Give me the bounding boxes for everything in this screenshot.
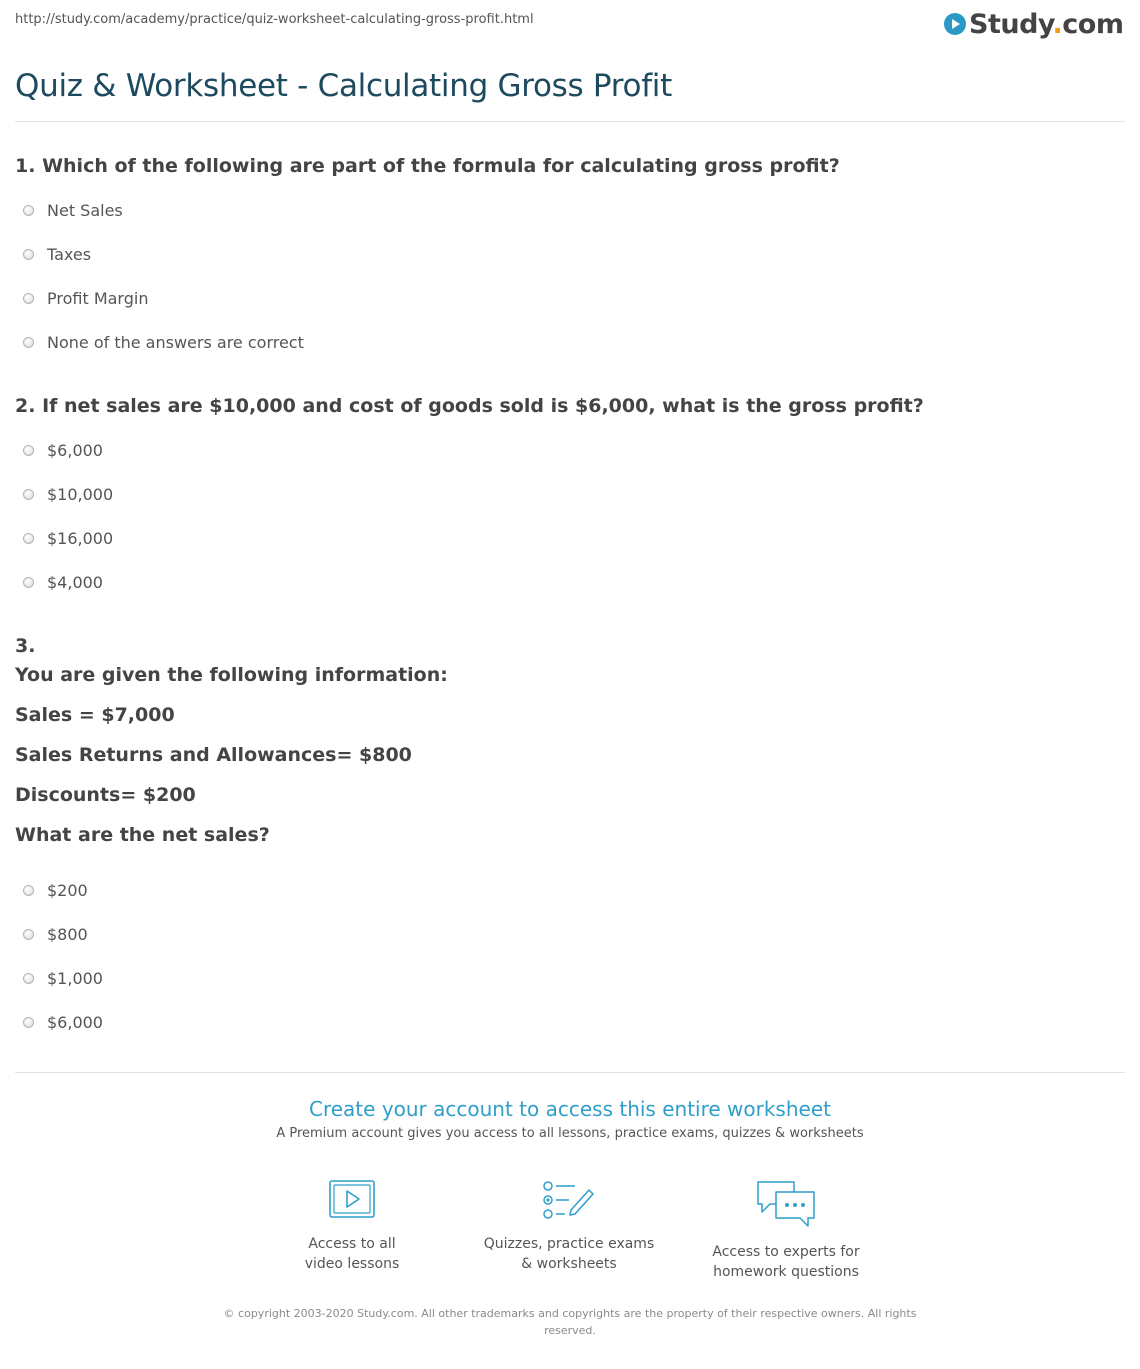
promo-subheading: A Premium account gives you access to all lessons, practice exams, quizzes & worksheets xyxy=(276,1126,864,1141)
question-2-text: If net sales are $10,000 and cost of goods sold is $6,000, what is the gross profit? xyxy=(42,395,924,417)
question-1-text: Which of the following are part of the formula for calculating gross profit? xyxy=(42,155,840,177)
radio-button-icon[interactable] xyxy=(23,293,34,304)
question-1-option-4[interactable] xyxy=(23,332,304,352)
feature-video-lessons xyxy=(242,1178,462,1274)
feature-label-line: homework questions xyxy=(713,1264,859,1280)
video-lesson-icon xyxy=(326,1178,378,1222)
question-1-option-2[interactable] xyxy=(23,244,91,264)
feature-label-line: Quizzes, practice exams xyxy=(483,1236,655,1252)
page-url: http://study.com/academy/practice/quiz-worksheet-calculating-gross-profit.html xyxy=(15,12,534,27)
question-2-option-4[interactable] xyxy=(23,572,103,592)
logo-tld: com xyxy=(1062,8,1124,40)
radio-button-icon[interactable] xyxy=(23,249,34,260)
create-account-link[interactable]: Create your account to access this entire worksheet xyxy=(309,1097,831,1121)
option-label: $16,000 xyxy=(47,528,114,548)
question-2-option-2[interactable] xyxy=(23,484,113,504)
expert-chat-icon xyxy=(754,1178,818,1230)
question-1-option-3[interactable] xyxy=(23,288,148,308)
question-3-line-5: What are the net sales? xyxy=(15,824,270,846)
feature-label-line: Access to experts for xyxy=(712,1244,860,1260)
option-label: $800 xyxy=(47,924,88,944)
question-3-line-1: You are given the following information: xyxy=(15,664,448,686)
feature-label-line: Access to all xyxy=(308,1236,396,1252)
radio-button-icon[interactable] xyxy=(23,533,34,544)
quiz-checklist-icon xyxy=(541,1178,597,1222)
option-label: $200 xyxy=(47,880,88,900)
option-label: None of the answers are correct xyxy=(47,332,304,352)
promo-divider xyxy=(15,1072,1125,1073)
question-3-line-4: Discounts= $200 xyxy=(15,784,196,806)
option-label: Net Sales xyxy=(47,200,123,220)
question-2-option-3[interactable] xyxy=(23,528,113,548)
play-circle-icon xyxy=(944,13,966,35)
feature-label xyxy=(242,1234,462,1274)
radio-button-icon[interactable] xyxy=(23,337,34,348)
radio-button-icon[interactable] xyxy=(23,973,34,984)
feature-label xyxy=(676,1242,896,1282)
question-1 xyxy=(15,155,840,177)
radio-button-icon[interactable] xyxy=(23,489,34,500)
title-divider xyxy=(15,121,1125,122)
question-3-number: 3. xyxy=(15,635,36,657)
feature-label xyxy=(459,1234,679,1274)
feature-label-line: & worksheets xyxy=(521,1256,617,1272)
radio-button-icon[interactable] xyxy=(23,577,34,588)
feature-quizzes xyxy=(459,1178,679,1274)
radio-button-icon[interactable] xyxy=(23,885,34,896)
option-label: $6,000 xyxy=(47,1012,103,1032)
question-1-option-1[interactable] xyxy=(23,200,123,220)
option-label: $10,000 xyxy=(47,484,114,504)
option-label: $1,000 xyxy=(47,968,103,988)
question-3-line-2: Sales = $7,000 xyxy=(15,704,175,726)
question-2-option-1[interactable] xyxy=(23,440,103,460)
radio-button-icon[interactable] xyxy=(23,1017,34,1028)
question-3-option-3[interactable] xyxy=(23,968,103,988)
option-label: Profit Margin xyxy=(47,288,149,308)
question-3-option-4[interactable] xyxy=(23,1012,103,1032)
option-label: $6,000 xyxy=(47,440,103,460)
question-1-number: 1. xyxy=(15,155,36,177)
option-label: $4,000 xyxy=(47,572,103,592)
logo-text xyxy=(969,9,1124,40)
question-3-option-1[interactable] xyxy=(23,880,88,900)
study-logo[interactable] xyxy=(944,6,1124,42)
logo-name: Study xyxy=(969,8,1053,40)
radio-button-icon[interactable] xyxy=(23,929,34,940)
page-title: Quiz & Worksheet - Calculating Gross Profit xyxy=(15,68,672,104)
radio-button-icon[interactable] xyxy=(23,445,34,456)
copyright-notice: © copyright 2003-2020 Study.com. All other trademarks and copyrights are the property of their respective owners. All rights reserved. xyxy=(223,1307,917,1337)
logo-dot: . xyxy=(1052,8,1063,40)
option-label: Taxes xyxy=(47,244,92,264)
feature-label-line: video lessons xyxy=(304,1256,400,1272)
radio-button-icon[interactable] xyxy=(23,205,34,216)
question-2-number: 2. xyxy=(15,395,36,417)
feature-experts xyxy=(676,1178,896,1282)
question-3-line-3: Sales Returns and Allowances= $800 xyxy=(15,744,412,766)
question-3-option-2[interactable] xyxy=(23,924,88,944)
question-2 xyxy=(15,395,924,417)
